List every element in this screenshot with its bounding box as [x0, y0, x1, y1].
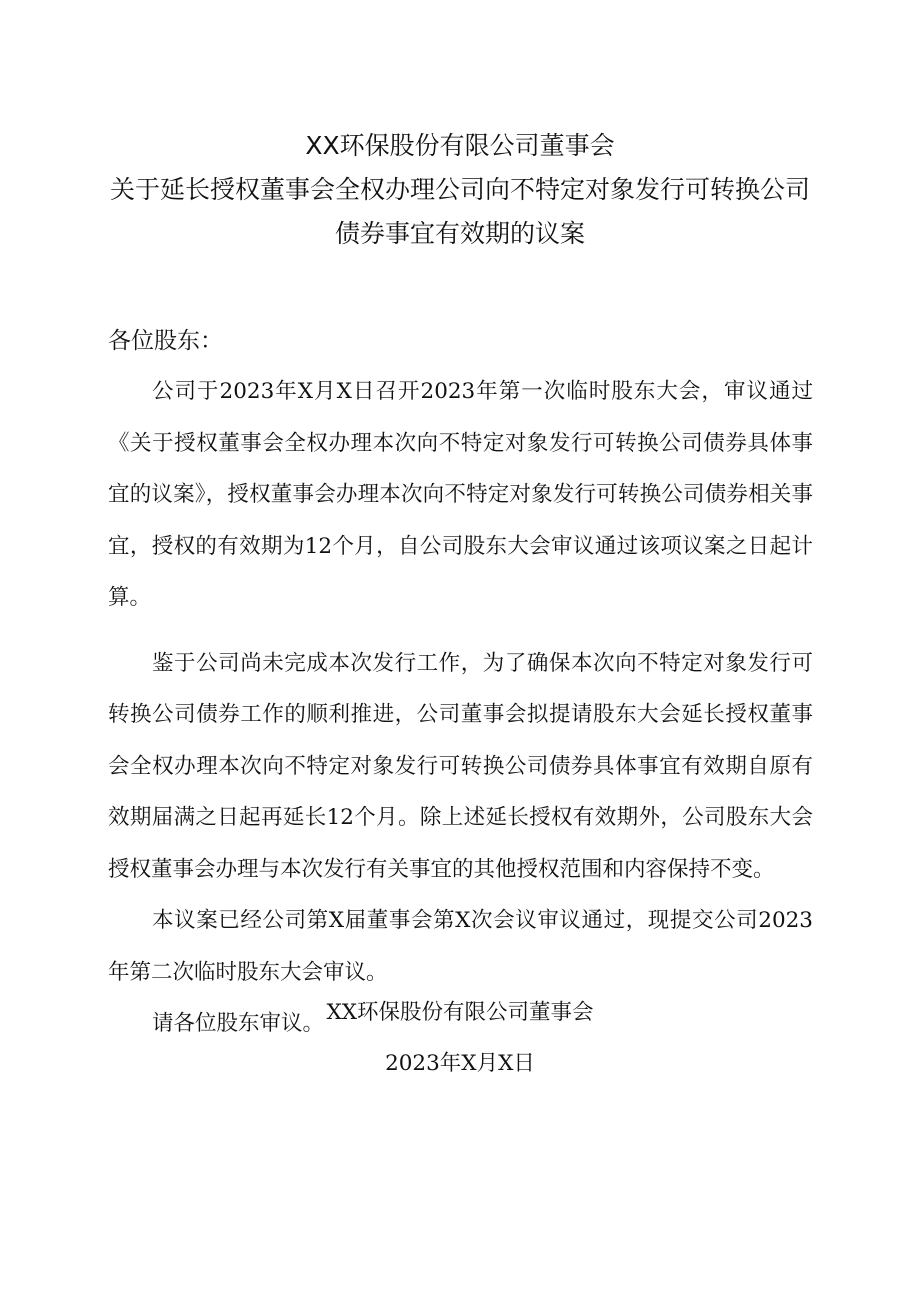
signature-company: XX环保股份有限公司董事会 — [326, 1000, 594, 1025]
signature-date: 2023年X月X日 — [385, 1051, 535, 1076]
paragraph-background: 公司于2023年X月X日召开2023年第一次临时股东大会，审议通过《关于授权董事会全权办理本次向不特定对象发行可转换公司债券具体事宜的议案》，授权董事会办理本次向不特定对象发行可转换公司债券相关事宜，授权的有效期为12个月，自公司股东大会审议通过该项议案之日起计算。 — [108, 379, 813, 610]
document-body — [108, 316, 813, 1050]
title-line-subject: 关于延长授权董事会全权办理公司向不特定对象发行可转换公司 — [109, 175, 810, 204]
paragraph-proposal: 鉴于公司尚未完成本次发行工作，为了确保本次向不特定对象发行可转换公司债券工作的顺利推进，公司董事会拟提请股东大会延长授权董事会全权办理本次向不特定对象发行可转换公司债券具体事宜有效期自原有效期届满之日起再延长12个月。除上述延长授权有效期外，公司股东大会授权董事会办理与本次发行有关事宜的其他授权范围和内容保持不变。 — [108, 650, 813, 882]
closing-request: 请各位股东审议。 — [152, 1011, 325, 1036]
title-line-subject-cont: 债券事宜有效期的议案 — [334, 219, 585, 248]
paragraph-approval: 本议案已经公司第X届董事会第X次会议审议通过，现提交公司2023年第二次临时股东大会审议。 — [108, 908, 813, 985]
salutation: 各位股东： — [108, 328, 223, 354]
title-line-company: XX环保股份有限公司董事会 — [305, 131, 615, 160]
document-title — [0, 124, 920, 256]
